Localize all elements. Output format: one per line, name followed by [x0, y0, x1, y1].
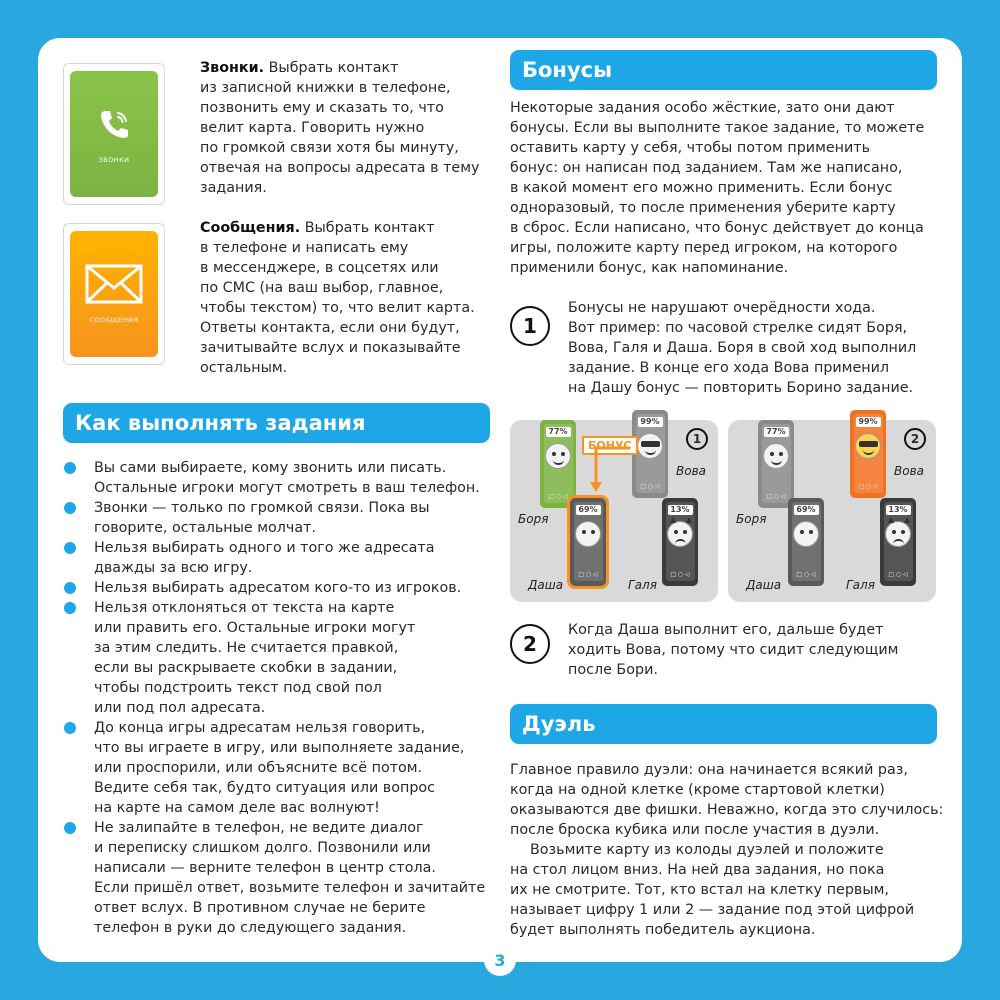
duel-heading: Дуэль: [510, 704, 937, 744]
calls-line: по громкой связи хотя бы минуту,: [200, 140, 459, 156]
name-borya: Боря: [518, 512, 549, 526]
battery-label: 13%: [886, 505, 911, 515]
name-dasha: Даша: [746, 578, 782, 592]
sunglasses-face-icon: [637, 433, 663, 459]
panel-1-badge: 1: [686, 428, 708, 450]
sunglasses-face-icon: [855, 433, 881, 459]
bullet-dot: [64, 502, 76, 514]
bullet-dot: [64, 462, 76, 474]
nav-buttons: □ ○ ◁: [548, 493, 568, 500]
list-item: Не залипайте в телефон, не ведите диалог и переписку слишком долго. Позвонили или написали — верните телефон в центр стола. Если пришёл ответ, возьмите телефон и зачитайте ответ вслух. В противном случае не берите телефон в руки до следующего задания.: [64, 818, 494, 938]
messages-card-label: СООБЩЕНИЯ: [89, 316, 139, 324]
nav-buttons: □ ○ ◁: [640, 483, 660, 490]
envelope-icon: [85, 264, 143, 304]
bonus-tag: БОНУС: [582, 436, 638, 455]
bullet-dot: [64, 822, 76, 834]
messages-line: по СМС (на ваш выбор, главное,: [200, 280, 444, 296]
messages-line: Ответы контакта, если они будут,: [200, 320, 460, 336]
battery-label: 69%: [576, 505, 601, 515]
devil-face-icon: [667, 521, 693, 547]
messages-line: Выбрать контакт: [304, 220, 435, 236]
phone-galya: [662, 498, 698, 586]
calls-line: велит карта. Говорить нужно: [200, 120, 425, 136]
kiss-face-icon: [575, 521, 601, 547]
bonuses-text: Некоторые задания особо жёсткие, зато они дают бонусы. Если вы выполните такое задание, то можете оставить карту у себя, чтобы потом применить бонус: он написан под заданием. Там же написано, в какой момент его можно применить. Если бонус одноразовый, то после применения уберите карту в сброс. Если написано, что бонус действует до конца игры, положите карту перед игроком, на которого применили бонус, как напоминание.: [510, 100, 925, 276]
smile-face-icon: [545, 443, 571, 469]
bullet-dot: [64, 722, 76, 734]
battery-label: 77%: [546, 427, 571, 437]
step-2-badge: 2: [510, 624, 550, 664]
battery-label: 13%: [668, 505, 693, 515]
calls-line: Выбрать контакт: [268, 60, 399, 76]
step-2-text: Когда Даша выполнит его, дальше будет ходить Вова, потому что сидит следующим после Бори.: [568, 622, 899, 678]
panel-2-badge: 2: [904, 428, 926, 450]
calls-card-label: ЗВОНКИ: [98, 156, 130, 164]
bullet-dot: [64, 582, 76, 594]
calls-line: позвонить ему и сказать то, что: [200, 100, 444, 116]
bonus-arrow-icon: [570, 438, 630, 498]
calls-text: [200, 58, 500, 198]
nav-buttons: □ ○ ◁: [670, 571, 690, 578]
name-borya: Боря: [736, 512, 767, 526]
name-vova: Вова: [676, 464, 706, 478]
phone-borya: [758, 420, 794, 508]
nav-buttons: □ ○ ◁: [766, 493, 786, 500]
name-dasha: Даша: [528, 578, 564, 592]
phone-vova: [850, 410, 886, 498]
devil-face-icon: [885, 521, 911, 547]
example-panel-2: [728, 417, 936, 602]
nav-buttons: □ ○ ◁: [858, 483, 878, 490]
messages-line: в мессенджере, в соцсетях или: [200, 260, 439, 276]
bonuses-heading: Бонусы: [510, 50, 937, 90]
phone-galya: [880, 498, 916, 586]
nav-buttons: □ ○ ◁: [888, 571, 908, 578]
bullet-dot: [64, 542, 76, 554]
list-item: Нельзя отклоняться от текста на карте или править его. Остальные игроки могут за этим следить. Не считается правкой, если вы раскрываете скобки в задании, чтобы подстроить текст под свой пол или под пол адресата.: [64, 598, 494, 718]
calls-line: задания.: [200, 180, 267, 196]
messages-title: Сообщения.: [200, 220, 301, 236]
phone-dasha: [570, 498, 606, 586]
messages-line: зачитывайте вслух и показывайте: [200, 340, 461, 356]
list-item: Вы сами выбираете, кому звонить или писать. Остальные игроки могут смотреть в ваш телефон.: [64, 458, 494, 498]
battery-label: 77%: [764, 427, 789, 437]
how-to-list: [64, 458, 494, 938]
battery-label: 69%: [794, 505, 819, 515]
step-1-badge: 1: [510, 306, 550, 346]
nav-buttons: □ ○ ◁: [796, 571, 816, 578]
messages-line: остальным.: [200, 360, 288, 376]
page: [38, 38, 962, 962]
messages-line: в телефоне и написать ему: [200, 240, 409, 256]
calls-title: Звонки.: [200, 60, 265, 76]
messages-line: чтобы текстом) то, что велит карта.: [200, 300, 475, 316]
phone-icon: [94, 104, 134, 144]
list-item: Нельзя выбирать одного и того же адресата дважды за всю игру.: [64, 538, 494, 578]
kiss-face-icon: [793, 521, 819, 547]
messages-card: [63, 223, 165, 365]
calls-line: из записной книжки в телефоне,: [200, 80, 451, 96]
page-number: 3: [484, 944, 516, 976]
bullet-dot: [64, 602, 76, 614]
name-galya: Галя: [628, 578, 657, 592]
how-to-heading: Как выполнять задания: [63, 403, 490, 443]
calls-line: отвечая на вопросы адресата в тему: [200, 160, 480, 176]
phone-dasha: [788, 498, 824, 586]
calls-card-face: [70, 71, 158, 197]
list-item: До конца игры адресатам нельзя говорить, что вы играете в игру, или выполняете задание, или проспорили, или объясните всё потом. Ведите себя так, будто ситуация или вопрос на карте на самом деле вас волнуют!: [64, 718, 494, 818]
calls-card: [63, 63, 165, 205]
nav-buttons: □ ○ ◁: [578, 571, 598, 578]
duel-text: Главное правило дуэли: она начинается всякий раз, когда на одной клетке (кроме стартовой клетки) оказываются две фишки. Неважно, когда это случилось: после броска кубика или после участия в дуэли. Возьмите карту из колоды дуэлей и положите на стол лицом вниз. На ней два задания, но пока их не смотрите. Тот, кто встал на клетку первым, называет цифру 1 или 2 — задание под этой цифрой будет выполнять победитель аукциона.: [510, 762, 944, 938]
messages-text: [200, 218, 500, 378]
battery-label: 99%: [856, 417, 881, 427]
name-vova: Вова: [894, 464, 924, 478]
example-panel-1: [510, 417, 718, 602]
list-item: Звонки — только по громкой связи. Пока вы говорите, остальные молчат.: [64, 498, 494, 538]
step-1-text: Бонусы не нарушают очерёдности хода. Вот пример: по часовой стрелке сидят Боря, Вова, Галя и Даша. Боря в свой ход выполнил задание. В конце его хода Вова применил на Дашу бонус — повторить Борино задание.: [568, 300, 917, 396]
smile-face-icon: [763, 443, 789, 469]
battery-label: 99%: [638, 417, 663, 427]
list-item: Нельзя выбирать адресатом кого-то из игроков.: [64, 578, 494, 598]
name-galya: Галя: [846, 578, 875, 592]
messages-card-face: [70, 231, 158, 357]
